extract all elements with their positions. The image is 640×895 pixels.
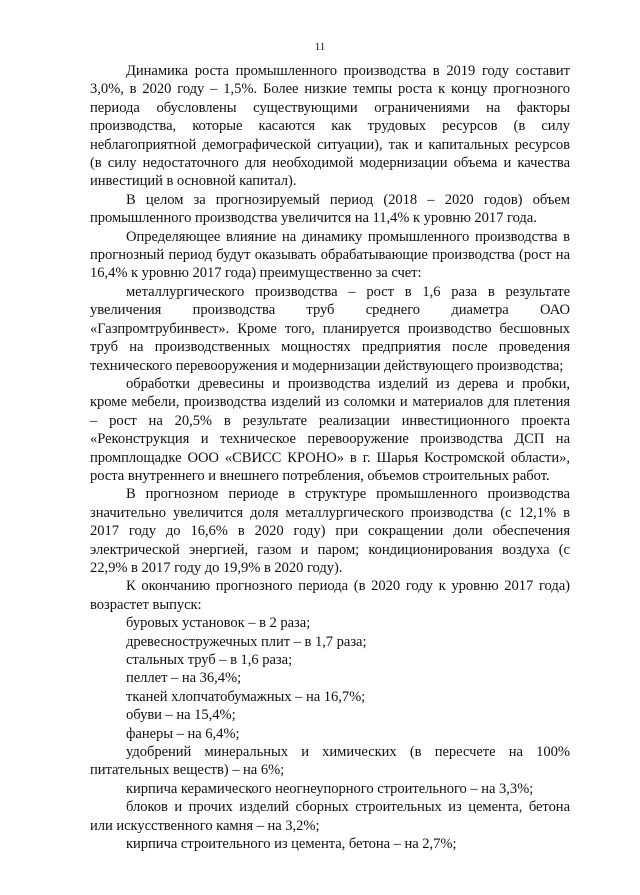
paragraph-wood-processing: обработки древесины и производства изделий из дерева и пробки, кроме мебели, производства изделий из соломки и материалов для плетения – рост на 20,5% в результате реализации инвестиционного проекта «Реконструкция и техническое перевооружение производства ДСП на промплощадке ООО «СВИСС КРОНО» в г. Шарья Костромской области», роста внутреннего и внешнего потребления, объемов строительных работ. bbox=[90, 375, 570, 484]
list-item: пеллет – на 36,4%; bbox=[126, 670, 242, 687]
paragraph-growth-dynamics: Динамика роста промышленного производства в 2019 году составит 3,0%, в 2020 году – 1,5%. Более низкие темпы роста к концу прогнозного периода обусловлены существующими ограничениями на факторы производства, которые касаются как трудовых ресурсов (в силу неблагоприятной демографической ситуации), так и капитальных ресурсов (в силу недостаточного для необходимой модернизации объема и качества инвестиций в основной капитал). bbox=[90, 63, 570, 190]
paragraph-manufacturing-influence: Определяющее влияние на динамику промышленного производства в прогнозный период будут оказывать обрабатывающие производства (рост на 16,4% к уровню 2017 года) преимущественно за счет: bbox=[90, 228, 570, 282]
list-item: тканей хлопчатобумажных – на 16,7%; bbox=[126, 688, 366, 705]
list-item: стальных труб – в 1,6 раза; bbox=[126, 652, 293, 668]
paragraph-metallurgy: металлургического производства – рост в 1,6 раза в результате увеличения производства труб среднего диаметра ОАО «Газпромтрубинвест». Кроме того, планируется производство бесшовных труб на производственных мощностях предприятия после проведения технического перевооружения и модернизации действующего производства; bbox=[90, 283, 570, 374]
list-item: блоков и прочих изделий сборных строительных из цемента, бетона или искусственного камня – на 3,2%; bbox=[90, 799, 570, 834]
paragraph-forecast-total: В целом за прогнозируемый период (2018 – 2020 годов) объем промышленного производства увеличится на 11,4% к уровню 2017 года. bbox=[90, 191, 570, 227]
document-body bbox=[90, 62, 570, 853]
page-number: 11 bbox=[314, 41, 326, 53]
list-item: обуви – на 15,4%; bbox=[126, 707, 236, 724]
list-item: древесностружечных плит – в 1,7 раза; bbox=[126, 633, 367, 650]
list-item: удобрений минеральных и химических (в пересчете на 100% питательных веществ) – на 6%; bbox=[90, 744, 570, 779]
list-item: кирпича керамического неогнеупорного строительного – на 3,3%; bbox=[126, 780, 534, 797]
paragraph-output-increase: К окончанию прогнозного периода (в 2020 году к уровню 2017 года) возрастет выпуск: bbox=[90, 578, 570, 613]
list-item: фанеры – на 6,4%; bbox=[126, 725, 240, 742]
list-item: кирпича строительного из цемента, бетона – на 2,7%; bbox=[126, 836, 457, 853]
paragraph-structure: В прогнозном периоде в структуре промышленного производства значительно увеличится доля металлургического производства (с 12,1% в 2017 году до 16,6% в 2020 году) при сокращении доли обеспечения электрической энергией, газом и паром; кондиционирования воздуха (с 22,9% в 2017 году до 19,9% в 2020 году). bbox=[90, 486, 570, 576]
list-item: буровых установок – в 2 раза; bbox=[126, 615, 311, 632]
